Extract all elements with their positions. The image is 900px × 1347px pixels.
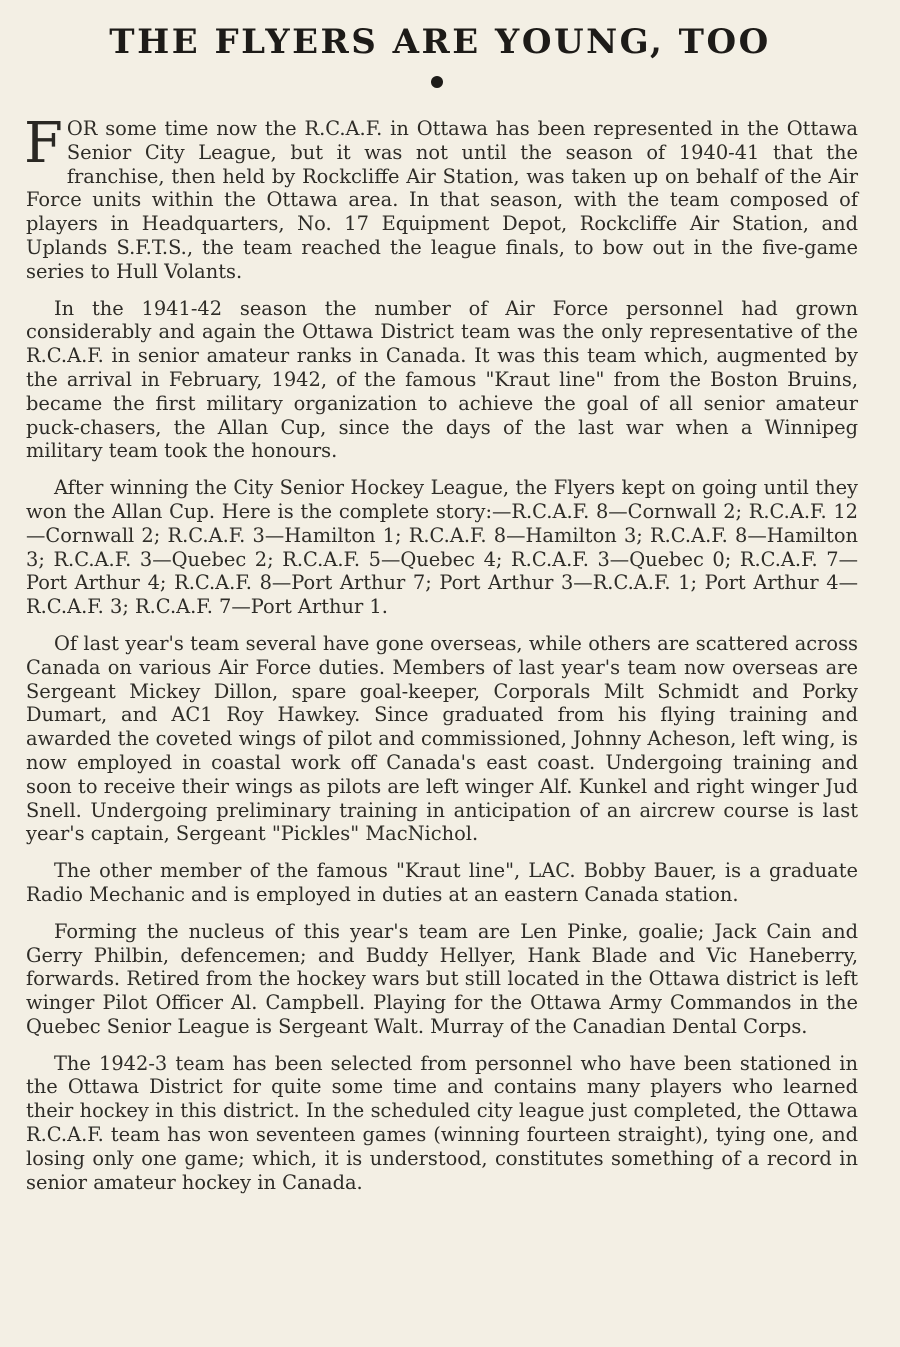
paragraph: Forming the nucleus of this year's team are Len Pinke, goalie; Jack Cain and Gerry Philbin, defencemen; and Buddy Hellyer, Hank Blade and Vic Haneberry, forwards. Retired from the hockey wars but still located in the Ottawa district is left winger Pilot Officer Al. Campbell. Playing for the Ottawa Army Commandos in the Quebec Senior League is Sergeant Walt. Murray of the Canadian Dental Corps. (26, 919, 858, 1038)
paragraph-text: OR some time now the R.C.A.F. in Ottawa has been represented in the Ottawa Senior City League, but it was not until the season of 1940-41 that the franchise, then held by Rockcliffe Air Station, was taken up on behalf of the Air Force units within the Ottawa area. In that season, with the team composed of players in Headquarters, No. 17 Equipment Depot, Rockcliffe Air Station, and Uplands S.F.T.S., the team reached the league finals, to bow out in the five-game series to Hull Volants. (26, 117, 858, 283)
paragraph: Of last year's team several have gone overseas, while others are scattered across Canada on various Air Force duties. Members of last year's team now overseas are Sergeant Mickey Dillon, spare goal-keeper, Corporals Milt Schmidt and Porky Dumart, and AC1 Roy Hawkey. Since graduated from his flying training and awarded the coveted wings of pilot and commissioned, Johnny Acheson, left wing, is now employed in coastal work off Canada's east coast. Undergoing training and soon to receive their wings as pilots are left winger Alf. Kunkel and right winger Jud Snell. Undergoing preliminary training in anticipation of an aircrew course is last year's captain, Sergeant "Pickles" MacNichol. (26, 631, 858, 846)
paragraph: After winning the City Senior Hockey League, the Flyers kept on going until they won the Allan Cup. Here is the complete story:—R.C.A.F. 8—Cornwall 2; R.C.A.F. 12—Cornwall 2; R.C.A.F. 3—Hamilton 1; R.C.A.F. 8—Hamilton 3; R.C.A.F. 8—Hamilton 3; R.C.A.F. 3—Quebec 2; R.C.A.F. 5—Quebec 4; R.C.A.F. 3—Quebec 0; R.C.A.F. 7—Port Arthur 4; R.C.A.F. 8—Port Arthur 7; Port Arthur 3—R.C.A.F. 1; Port Arthur 4—R.C.A.F. 3; R.C.A.F. 7—Port Arthur 1. (26, 476, 858, 619)
page-title: THE FLYERS ARE YOUNG, TOO (109, 22, 771, 62)
paragraph: The other member of the famous "Kraut line", LAC. Bobby Bauer, is a graduate Radio Mechanic and is employed in duties at an eastern Canada station. (26, 859, 858, 906)
drop-cap: F (24, 111, 63, 176)
paragraph: In the 1941-42 season the number of Air Force personnel had grown considerably and again the Ottawa District team was the only representative of the R.C.A.F. in senior amateur ranks in Canada. It was this team which, augmented by the arrival in February, 1942, of the famous "Kraut line" from the Boston Bruins, became the first military organization to achieve the goal of all senior amateur puck-chasers, the Allan Cup, since the days of the last war when a Winnipeg military team took the honours. (26, 296, 858, 463)
bullet-ornament (431, 76, 443, 88)
article-body (24, 111, 858, 1207)
paragraph: The 1942-3 team has been selected from personnel who have been stationed in the Ottawa District for quite some time and contains many players who learned their hockey in this district. In the scheduled city league just completed, the Ottawa R.C.A.F. team has won seventeen games (winning fourteen straight), tying one, and losing only one game; which, it is understood, constitutes something of a record in senior amateur hockey in Canada. (26, 1051, 858, 1194)
paragraph (24, 111, 858, 284)
